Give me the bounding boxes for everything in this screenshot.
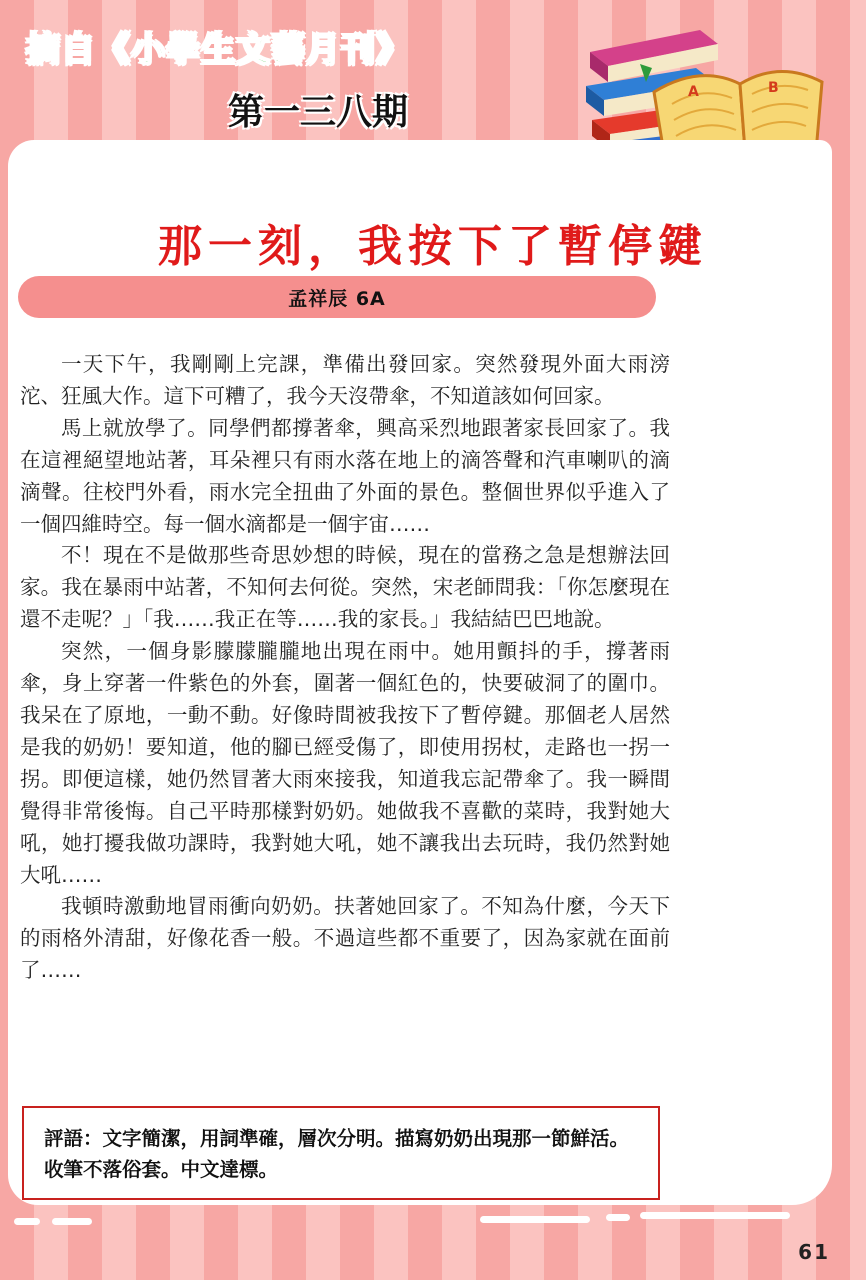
magazine-source-title: 摘自《小學生文藝月刊》 xyxy=(26,30,411,70)
decorative-dash xyxy=(480,1216,590,1223)
paragraph-1: 一天下午，我剛剛上完課，準備出發回家。突然發現外面大雨滂沱、狂風大作。這下可糟了，我今天沒帶傘，不知道該如何回家。 xyxy=(20,352,670,408)
decorative-dash xyxy=(52,1218,92,1225)
paragraph-3: 不！現在不是做那些奇思妙想的時候，現在的當務之急是想辦法回家。我在暴雨中站著，不知何去何從。突然，宋老師問我：「你怎麼現在還不走呢？」「我……我正在等……我的家長。」我結結巴巴地說。 xyxy=(20,543,670,632)
decorative-dash xyxy=(14,1218,40,1225)
teacher-comment-box xyxy=(22,1106,660,1200)
article-title: 那一刻，我按下了暫停鍵 xyxy=(158,221,708,272)
book-letter-b: B xyxy=(768,80,779,96)
teacher-comment: 評語：文字簡潔，用詞準確，層次分明。描寫奶奶出現那一節鮮活。收筆不落俗套。中文達標。 xyxy=(44,1127,630,1181)
author-band xyxy=(18,276,656,318)
paragraph-4: 突然，一個身影朦朦朧朧地出現在雨中。她用顫抖的手，撐著雨傘，身上穿著一件紫色的外套，圍著一個紅色的，快要破洞了的圍巾。我呆在了原地，一動不動。好像時間被我按下了暫停鍵。那個老人居然是我的奶奶！要知道，他的腳已經受傷了，即使用拐杖，走路也一拐一拐。即便這樣，她仍然冒著大雨來接我，知道我忘記帶傘了。我一瞬間覺得非常後悔。自己平時那樣對奶奶。她做我不喜歡的菜時，我對她大吼，她打擾我做功課時，我對她大吼，她不讓我出去玩時，我仍然對她大吼…… xyxy=(20,639,670,887)
author-name: 孟祥辰 6A xyxy=(288,287,386,310)
article-body xyxy=(20,349,670,987)
paragraph-5: 我頓時激動地冒雨衝向奶奶。扶著她回家了。不知為什麼，今天下的雨格外清甜，好像花香一般。不過這些都不重要了，因為家就在面前了…… xyxy=(20,894,670,983)
book-letter-a: A xyxy=(688,84,699,100)
issue-number: 第一三八期 xyxy=(228,92,409,133)
decorative-dash xyxy=(640,1212,790,1219)
paragraph-2: 馬上就放學了。同學們都撐著傘，興高采烈地跟著家長回家了。我在這裡絕望地站著，耳朵裡只有雨水落在地上的滴答聲和汽車喇叭的滴滴聲。往校門外看，雨水完全扭曲了外面的景色。整個世界似乎進入了一個四維時空。每一個水滴都是一個宇宙…… xyxy=(20,415,670,536)
page-number: 61 xyxy=(798,1240,830,1264)
decorative-dash xyxy=(606,1214,630,1221)
